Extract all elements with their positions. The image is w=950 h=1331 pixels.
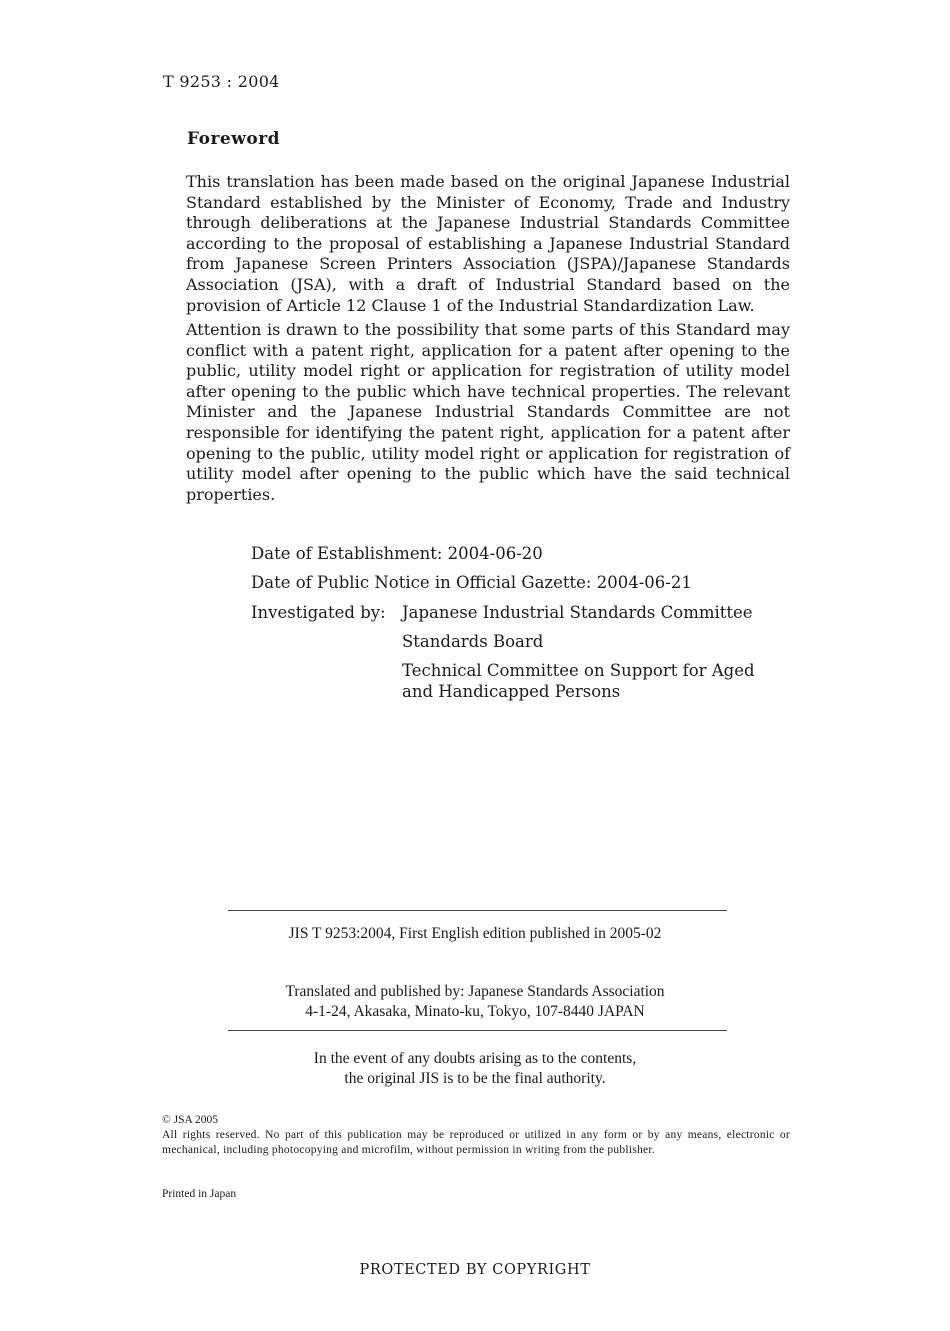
divider-top: [228, 910, 727, 911]
protected-notice: PROTECTED BY COPYRIGHT: [359, 1262, 591, 1278]
foreword-paragraph-1: This translation has been made based on the original Japanese Industrial Standard established by the Minister of Economy, Trade and Industry through deliberations at the Japanese Industrial Standards Committee according to the proposal of establishing a Japanese Industrial Standard from Japanese Screen Printers Association (JSPA)/Japanese Standards Association (JSA), with a draft of Industrial Standard based on the provision of Article 12 Clause 1 of the Industrial Standardization Law.: [186, 172, 790, 315]
rights-statement: All rights reserved. No part of this publication may be reproduced or utilized in any form or by any means, electronic or mechanical, including photocopying and microfilm, without permission in writing from the publisher.: [162, 1129, 790, 1156]
publisher-address: 4-1-24, Akasaka, Minato-ku, Tokyo, 107-8440 JAPAN: [305, 1003, 645, 1020]
authority-line-1: In the event of any doubts arising as to the contents,: [313, 1050, 637, 1067]
investigated-by-board: Standards Board: [402, 632, 544, 651]
divider-bottom: [228, 1030, 727, 1031]
foreword-paragraph-2: Attention is drawn to the possibility that some parts of this Standard may conflict with a patent right, application for a patent after opening to the public, utility model right or application for registration of utility model after opening to the public which have technical properties. The relevant Minister and the Japanese Industrial Standards Committee are not responsible for identifying the patent right, application for a patent after opening to the public, utility model right or application for registration of utility model after opening to the public which have the said technical properties.: [186, 320, 790, 504]
investigated-by-label: Investigated by:: [251, 603, 386, 622]
copyright-block: [162, 1113, 790, 1158]
investigated-by-technical-committee-cont: and Handicapped Persons: [402, 682, 621, 701]
publisher-line: Translated and published by: Japanese Standards Association: [285, 983, 665, 1000]
foreword-title: Foreword: [187, 129, 281, 149]
document-code: T 9253 : 2004: [163, 72, 280, 91]
date-of-public-notice: Date of Public Notice in Official Gazette: 2004-06-21: [251, 573, 692, 592]
date-of-establishment: Date of Establishment: 2004-06-20: [251, 544, 543, 563]
investigated-by-technical-committee: Technical Committee on Support for Aged: [402, 661, 755, 680]
copyright-line: © JSA 2005: [162, 1114, 219, 1126]
authority-line-2: the original JIS is to be the final authority.: [344, 1070, 606, 1087]
printed-in: Printed in Japan: [162, 1188, 237, 1200]
investigated-by-committee: Japanese Industrial Standards Committee: [402, 603, 753, 622]
edition-statement: JIS T 9253:2004, First English edition published in 2005-02: [288, 925, 662, 942]
